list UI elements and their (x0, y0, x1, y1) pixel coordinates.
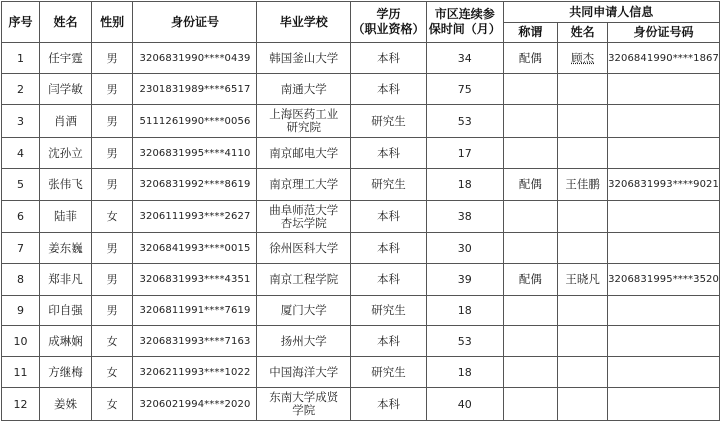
cell-insurance-months: 18 (426, 169, 503, 201)
cell-index: 2 (2, 74, 40, 105)
cell-id-number: 2301831989****6517 (133, 74, 257, 105)
cell-relation (503, 105, 558, 138)
cell-index: 6 (2, 201, 40, 233)
cell-insurance-months: 17 (426, 138, 503, 169)
table-row (2, 74, 720, 105)
cell-index: 12 (2, 388, 40, 421)
cell-gender: 女 (91, 357, 133, 388)
cell-partner-id (608, 201, 720, 233)
cell-education: 研究生 (351, 296, 427, 326)
table-row (2, 138, 720, 169)
cell-relation (503, 388, 558, 421)
cell-education: 研究生 (351, 105, 427, 138)
cell-relation (503, 357, 558, 388)
cell-partner-name: 顾杰 (558, 43, 608, 74)
cell-insurance-months: 75 (426, 74, 503, 105)
cell-partner-name (558, 326, 608, 357)
cell-name: 张伟飞 (40, 169, 92, 201)
cell-partner-name: 王佳鹏 (558, 169, 608, 201)
cell-education: 研究生 (351, 169, 427, 201)
cell-partner-name (558, 296, 608, 326)
table-row (2, 105, 720, 138)
table-row (2, 233, 720, 264)
cell-relation: 配偶 (503, 43, 558, 74)
applicant-table-container (1, 1, 720, 421)
cell-school: 南京工程学院 (257, 264, 351, 296)
cell-school: 曲阜师范大学 杏坛学院 (257, 201, 351, 233)
cell-partner-id (608, 296, 720, 326)
cell-school: 上海医药工业 研究院 (257, 105, 351, 138)
header-relation: 称谓 (503, 23, 558, 43)
table-row (2, 264, 720, 296)
cell-school: 南京邮电大学 (257, 138, 351, 169)
cell-id-number: 3206841993****0015 (133, 233, 257, 264)
cell-education: 研究生 (351, 357, 427, 388)
cell-partner-name (558, 388, 608, 421)
cell-name: 沈孙立 (40, 138, 92, 169)
cell-index: 7 (2, 233, 40, 264)
cell-education: 本科 (351, 74, 427, 105)
cell-insurance-months: 53 (426, 326, 503, 357)
cell-partner-id: 3206841990****1867 (608, 43, 720, 74)
cell-id-number: 3206111993****2627 (133, 201, 257, 233)
header-row-top (2, 2, 720, 23)
cell-gender: 女 (91, 201, 133, 233)
cell-id-number: 3206831995****4110 (133, 138, 257, 169)
cell-education: 本科 (351, 326, 427, 357)
table-row (2, 169, 720, 201)
cell-index: 1 (2, 43, 40, 74)
header-education: 学历 （职业资格） (351, 2, 427, 43)
cell-partner-name: 王晓凡 (558, 264, 608, 296)
cell-school: 徐州医科大学 (257, 233, 351, 264)
cell-index: 4 (2, 138, 40, 169)
cell-id-number: 5111261990****0056 (133, 105, 257, 138)
cell-school: 南通大学 (257, 74, 351, 105)
cell-relation: 配偶 (503, 169, 558, 201)
cell-gender: 男 (91, 233, 133, 264)
header-gender: 性别 (91, 2, 133, 43)
header-insurance-months: 市区连续参 保时间（月） (426, 2, 503, 43)
cell-partner-name (558, 201, 608, 233)
cell-gender: 男 (91, 138, 133, 169)
cell-insurance-months: 40 (426, 388, 503, 421)
table-row (2, 296, 720, 326)
cell-partner-id (608, 233, 720, 264)
header-co-id: 身份证号码 (608, 23, 720, 43)
cell-relation (503, 74, 558, 105)
cell-partner-name (558, 138, 608, 169)
cell-name: 姜姝 (40, 388, 92, 421)
header-id-number: 身份证号 (133, 2, 257, 43)
cell-partner-name (558, 74, 608, 105)
table-row (2, 388, 720, 421)
cell-education: 本科 (351, 233, 427, 264)
cell-id-number: 3206831993****7163 (133, 326, 257, 357)
cell-gender: 男 (91, 264, 133, 296)
table-body (2, 43, 720, 421)
cell-partner-name (558, 233, 608, 264)
cell-gender: 男 (91, 169, 133, 201)
cell-name: 任宇霆 (40, 43, 92, 74)
cell-partner-id: 3206831993****9021 (608, 169, 720, 201)
header-name: 姓名 (40, 2, 92, 43)
cell-index: 10 (2, 326, 40, 357)
cell-id-number: 3206811991****7619 (133, 296, 257, 326)
cell-index: 8 (2, 264, 40, 296)
cell-gender: 男 (91, 296, 133, 326)
cell-insurance-months: 18 (426, 296, 503, 326)
cell-insurance-months: 18 (426, 357, 503, 388)
cell-gender: 女 (91, 388, 133, 421)
cell-index: 9 (2, 296, 40, 326)
cell-gender: 男 (91, 43, 133, 74)
cell-index: 11 (2, 357, 40, 388)
cell-id-number: 3206021994****2020 (133, 388, 257, 421)
cell-name: 姜东巍 (40, 233, 92, 264)
cell-name: 闫学敏 (40, 74, 92, 105)
cell-partner-name (558, 105, 608, 138)
cell-id-number: 3206831993****4351 (133, 264, 257, 296)
cell-partner-id (608, 74, 720, 105)
cell-partner-name (558, 357, 608, 388)
cell-insurance-months: 39 (426, 264, 503, 296)
cell-name: 成琳娴 (40, 326, 92, 357)
cell-name: 印自强 (40, 296, 92, 326)
cell-school: 扬州大学 (257, 326, 351, 357)
cell-education: 本科 (351, 388, 427, 421)
cell-relation (503, 138, 558, 169)
cell-partner-id (608, 105, 720, 138)
cell-school: 厦门大学 (257, 296, 351, 326)
cell-insurance-months: 53 (426, 105, 503, 138)
applicant-table (1, 1, 720, 421)
cell-partner-id (608, 138, 720, 169)
cell-index: 5 (2, 169, 40, 201)
cell-insurance-months: 34 (426, 43, 503, 74)
table-row (2, 326, 720, 357)
cell-name: 肖酒 (40, 105, 92, 138)
cell-id-number: 3206211993****1022 (133, 357, 257, 388)
cell-school: 南京理工大学 (257, 169, 351, 201)
cell-insurance-months: 38 (426, 201, 503, 233)
cell-index: 3 (2, 105, 40, 138)
cell-gender: 男 (91, 105, 133, 138)
cell-partner-id (608, 388, 720, 421)
cell-name: 陆菲 (40, 201, 92, 233)
cell-gender: 男 (91, 74, 133, 105)
table-row (2, 201, 720, 233)
cell-name: 方继梅 (40, 357, 92, 388)
cell-gender: 女 (91, 326, 133, 357)
cell-education: 本科 (351, 201, 427, 233)
cell-name: 郑非凡 (40, 264, 92, 296)
cell-education: 本科 (351, 43, 427, 74)
cell-partner-id (608, 357, 720, 388)
cell-relation (503, 296, 558, 326)
header-school: 毕业学校 (257, 2, 351, 43)
cell-id-number: 3206831990****0439 (133, 43, 257, 74)
header-co-applicant: 共同申请人信息 (503, 2, 719, 23)
cell-id-number: 3206831992****8619 (133, 169, 257, 201)
header-index: 序号 (2, 2, 40, 43)
cell-education: 本科 (351, 264, 427, 296)
cell-school: 东南大学成贤 学院 (257, 388, 351, 421)
header-co-name: 姓名 (558, 23, 608, 43)
cell-relation (503, 233, 558, 264)
table-row (2, 43, 720, 74)
cell-relation (503, 201, 558, 233)
cell-school: 韩国釜山大学 (257, 43, 351, 74)
cell-partner-id: 3206831995****3520 (608, 264, 720, 296)
cell-school: 中国海洋大学 (257, 357, 351, 388)
cell-education: 本科 (351, 138, 427, 169)
table-row (2, 357, 720, 388)
cell-relation: 配偶 (503, 264, 558, 296)
cell-insurance-months: 30 (426, 233, 503, 264)
cell-partner-id (608, 326, 720, 357)
cell-relation (503, 326, 558, 357)
